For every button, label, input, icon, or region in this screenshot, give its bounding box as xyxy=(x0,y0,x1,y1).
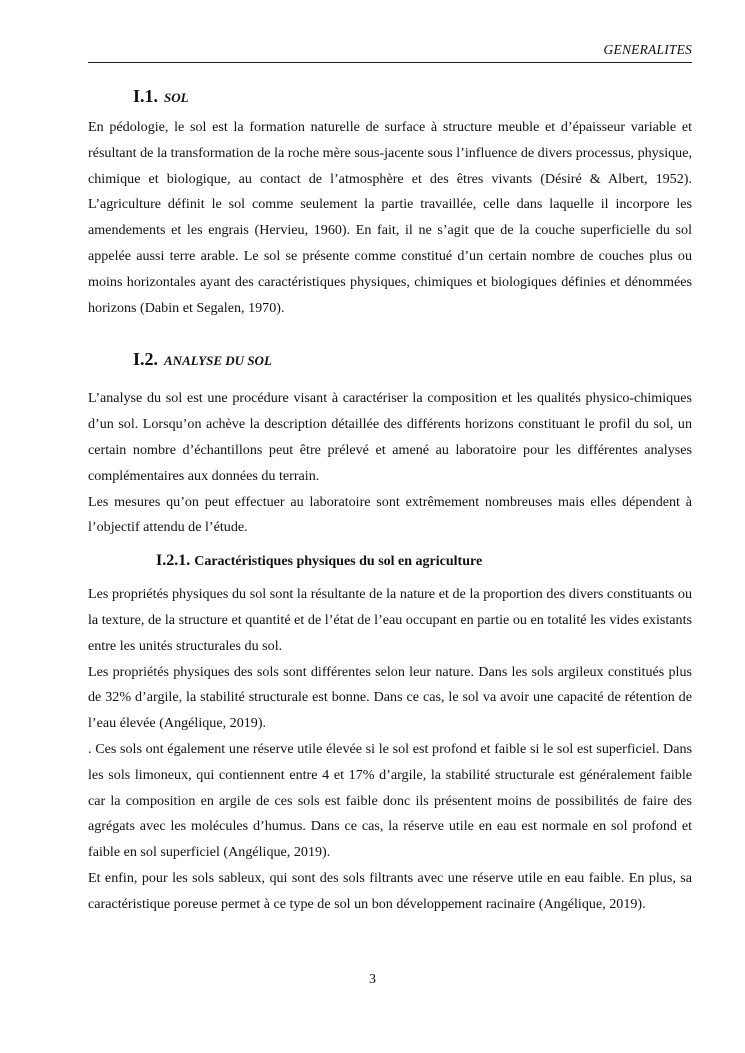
section-number: I.2. xyxy=(133,349,159,370)
subsection-number: I.2.1. xyxy=(156,552,191,570)
page-number: 3 xyxy=(369,972,376,987)
header-rule xyxy=(88,62,692,63)
section-number: I.1. xyxy=(133,86,159,106)
paragraph: En pédologie, le sol est la formation naturelle de surface à structure meuble et d’épaisseur variable et résultant de la transformation de la roche mère sous-jacente sous l’influence de divers processus, physique, chimique et biologique, au contact de l’atmosphère et des êtres vivants (Désiré & Albert, 1952). L’agriculture définit le sol comme seulement la partie travaillée, celle dans laquelle il incorpore les amendements et les engrais (Hervieu, 1960). En fait, il ne s’agit que de la couche superficielle du sol appelée aussi terre arable. Le sol se présente comme constitué d’un certain nombre de couches plus ou moins horizontales ayant des caractéristiques physiques, chimiques et biologiques définies et dénommées horizons (Dabin et Segalen, 1970). xyxy=(88,119,692,316)
paragraph: Les mesures qu’on peut effectuer au laboratoire sont extrêmement nombreuses mais elles dépendent à l’objectif attendu de l’étude. xyxy=(88,493,692,536)
paragraph: Et enfin, pour les sols sableux, qui sont des sols filtrants avec une réserve utile en eau faible. En plus, sa caractéristique poreuse permet à ce type de sol un bon développement racinaire (Angélique, 2019). xyxy=(88,869,692,912)
paragraph: L’analyse du sol est une procédure visant à caractériser la composition et les qualités physico-chimiques d’un sol. Lorsqu’on achève la description détaillée des différents horizons constituant le profil du sol, un certain nombre d’échantillons peut être prélevé et amené au laboratoire pour les différentes analyses complémentaires aux données du terrain. xyxy=(88,390,692,484)
running-header: GENERALITES xyxy=(603,42,692,57)
subsection-title: Caractéristiques physiques du sol en agriculture xyxy=(194,554,483,570)
section-title: ANALYSE DU SOL xyxy=(164,353,272,369)
subsection-heading xyxy=(88,552,692,570)
paragraph: Les propriétés physiques des sols sont différentes selon leur nature. Dans les sols argileux constitués plus de 32% d’argile, la stabilité structurale est bonne. Dans ce cas, le sol va avoir une capacité de rétention de l’eau élevée (Angélique, 2019). xyxy=(88,663,692,732)
paragraph: Les propriétés physiques du sol sont la résultante de la nature et de la proportion des divers constituants ou la texture, de la structure et quantité et de l’état de l’eau occupant en partie ou en totalité les vides existants entre les unités structurales du sol. xyxy=(88,586,692,654)
section-title: SOL xyxy=(164,90,189,105)
paragraph: . Ces sols ont également une réserve utile élevée si le sol est profond et faible si le sol est superficiel. Dans les sols limoneux, qui contiennent entre 4 et 17% d’argile, la stabilité structurale est généralement faible car la composition en argile de ces sols est faible donc ils présentent moins de possibilités de faire des agrégats avec les molécules d’humus. Dans ce cas, la réserve utile en eau est normale en sol profond et faible en sol superficiel (Angélique, 2019). xyxy=(88,740,692,861)
section-heading-sol xyxy=(88,86,692,107)
section-heading-analyse xyxy=(88,349,692,370)
page-body xyxy=(88,86,692,918)
